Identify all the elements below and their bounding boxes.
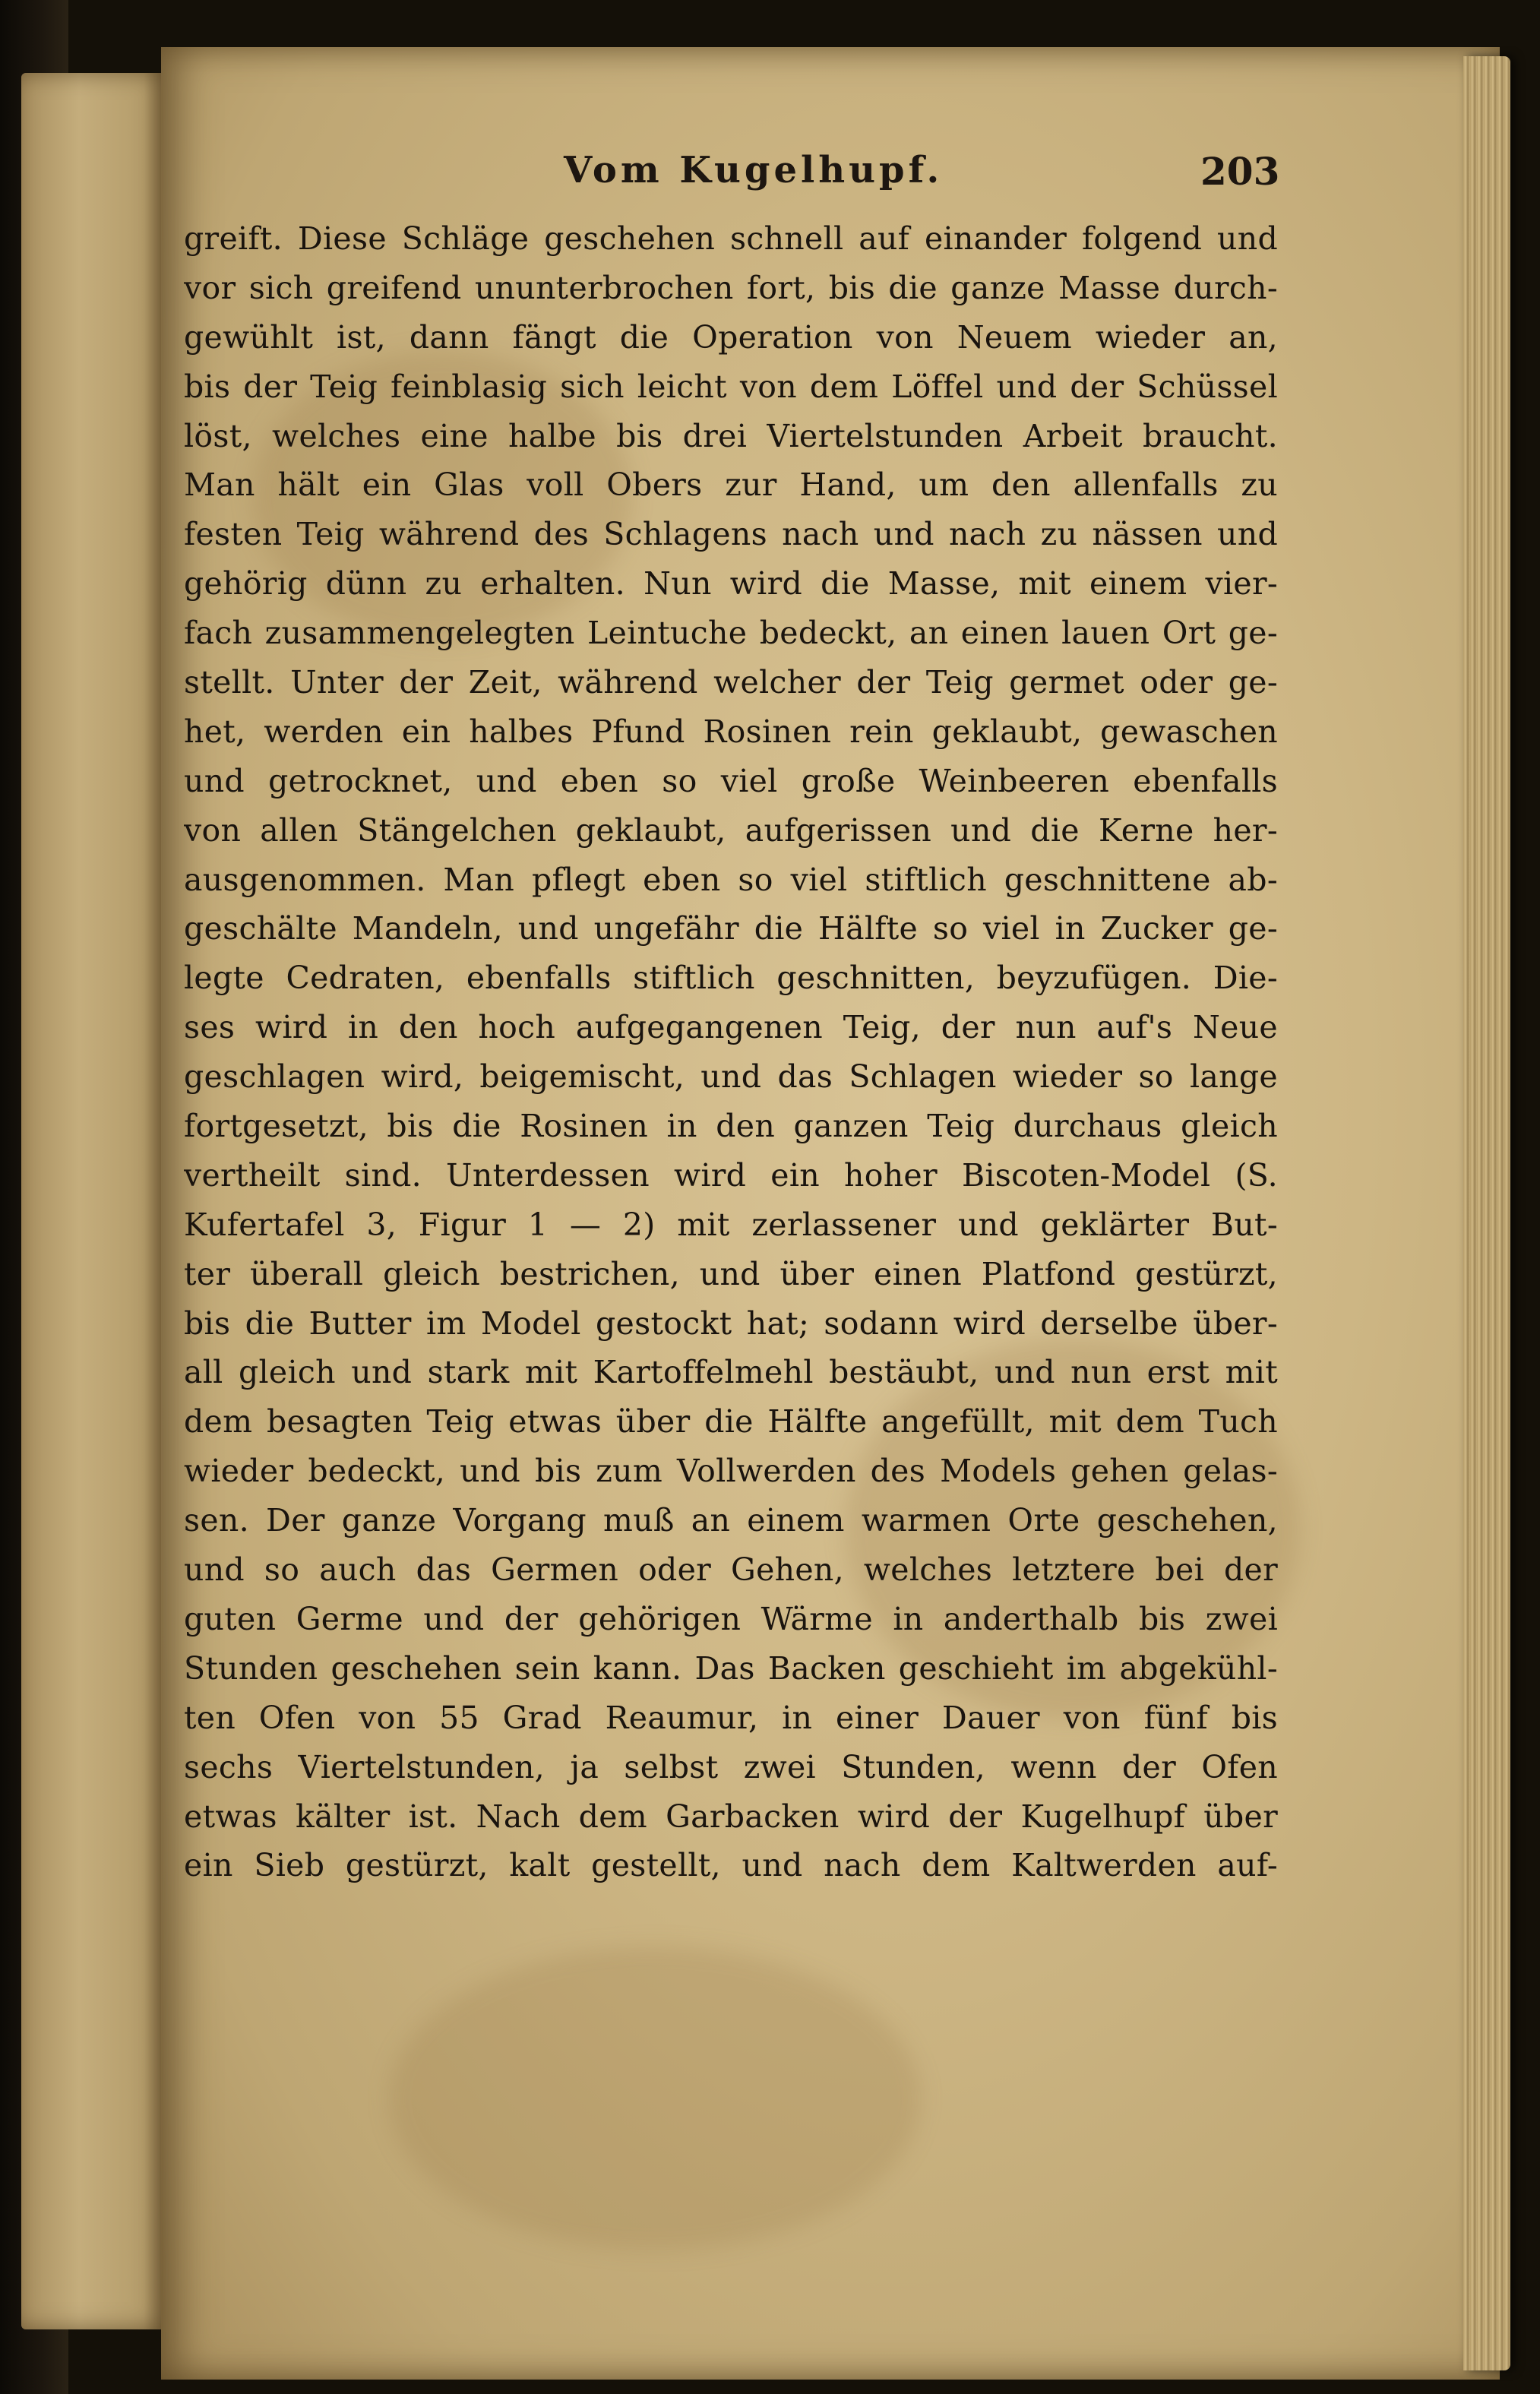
text-line: löst, welches eine halbe bis drei Viertelstunden Arbeit braucht. [184, 417, 1278, 454]
text-line: ter überall gleich bestrichen, und über einen Platfond gestürzt, [184, 1255, 1278, 1292]
text-line: greift. Diese Schläge geschehen schnell auf einander folgend und [184, 220, 1278, 257]
text-line: fortgesetzt, bis die Rosinen in den ganzen Teig durchaus gleich [184, 1108, 1278, 1145]
text-line: bis die Butter im Model gestockt hat; sodann wird derselbe über- [184, 1305, 1278, 1342]
page-edges-stack [1463, 56, 1510, 2370]
paper-stain [389, 1947, 921, 2250]
text-line: dem besagten Teig etwas über die Hälfte angefüllt, mit dem Tuch [184, 1403, 1278, 1441]
left-facing-page-edge [21, 73, 166, 2329]
text-line: vertheilt sind. Unterdessen wird ein hoher Biscoten-Model (S. [184, 1156, 1278, 1194]
text-line: stellt. Unter der Zeit, während welcher der Teig germet oder ge- [184, 664, 1278, 701]
text-line: fach zusammengelegten Leintuche bedeckt, an einen lauen Ort ge- [184, 615, 1278, 652]
text-line: geschlagen wird, beigemischt, und das Schlagen wieder so lange [184, 1058, 1278, 1096]
text-line: und so auch das Germen oder Gehen, welches letztere bei der [184, 1551, 1278, 1589]
text-line: gewühlt ist, dann fängt die Operation von Neuem wieder an, [184, 318, 1278, 356]
text-line: gehörig dünn zu erhalten. Nun wird die Masse, mit einem vier- [184, 565, 1278, 602]
text-line: sechs Viertelstunden, ja selbst zwei Stunden, wenn der Ofen [184, 1748, 1278, 1785]
text-line: ten Ofen von 55 Grad Reaumur, in einer Dauer von fünf bis [184, 1699, 1278, 1736]
text-line: wieder bedeckt, und bis zum Vollwerden des Models gehen gelas- [184, 1453, 1278, 1490]
text-line: guten Germe und der gehörigen Wärme in anderthalb bis zwei [184, 1600, 1278, 1637]
text-line: von allen Stängelchen geklaubt, aufgerissen und die Kerne her- [184, 811, 1278, 849]
text-line: festen Teig während des Schlagens nach und nach zu nässen und [184, 516, 1278, 553]
text-line: ses wird in den hoch aufgegangenen Teig, der nun auf's Neue [184, 1009, 1278, 1046]
text-line: etwas kälter ist. Nach dem Garbacken wird der Kugelhupf über [184, 1798, 1278, 1835]
text-line: all gleich und stark mit Kartoffelmehl bestäubt, und nun erst mit [184, 1354, 1278, 1391]
text-line: legte Cedraten, ebenfalls stiftlich geschnitten, beyzufügen. Die- [184, 960, 1278, 997]
text-line: bis der Teig feinblasig sich leicht von dem Löffel und der Schüssel [184, 368, 1278, 405]
text-line: sen. Der ganze Vorgang muß an einem warmen Orte geschehen, [184, 1502, 1278, 1539]
text-line: Stunden geschehen sein kann. Das Backen geschieht im abgekühl- [184, 1649, 1278, 1687]
text-line: vor sich greifend ununterbrochen fort, bis die ganze Masse durch- [184, 269, 1278, 306]
page-number: 203 [1200, 149, 1280, 194]
page-header [161, 149, 1301, 202]
text-line: ausgenommen. Man pflegt eben so viel stiftlich geschnittene ab- [184, 861, 1278, 898]
body-text [184, 214, 1278, 1890]
text-line: Kufertafel 3, Figur 1 — 2) mit zerlassener und geklärter But- [184, 1206, 1278, 1243]
text-line: Man hält ein Glas voll Obers zur Hand, um den allenfalls zu [184, 466, 1278, 504]
running-title: Vom Kugelhupf. [564, 149, 944, 191]
text-line: het, werden ein halbes Pfund Rosinen rein geklaubt, gewaschen [184, 713, 1278, 750]
text-line: ein Sieb gestürzt, kalt gestellt, und nach dem Kaltwerden auf- [184, 1847, 1278, 1884]
text-line: und getrocknet, und eben so viel große Weinbeeren ebenfalls [184, 762, 1278, 799]
text-line: geschälte Mandeln, und ungefähr die Hälfte so viel in Zucker ge- [184, 910, 1278, 947]
